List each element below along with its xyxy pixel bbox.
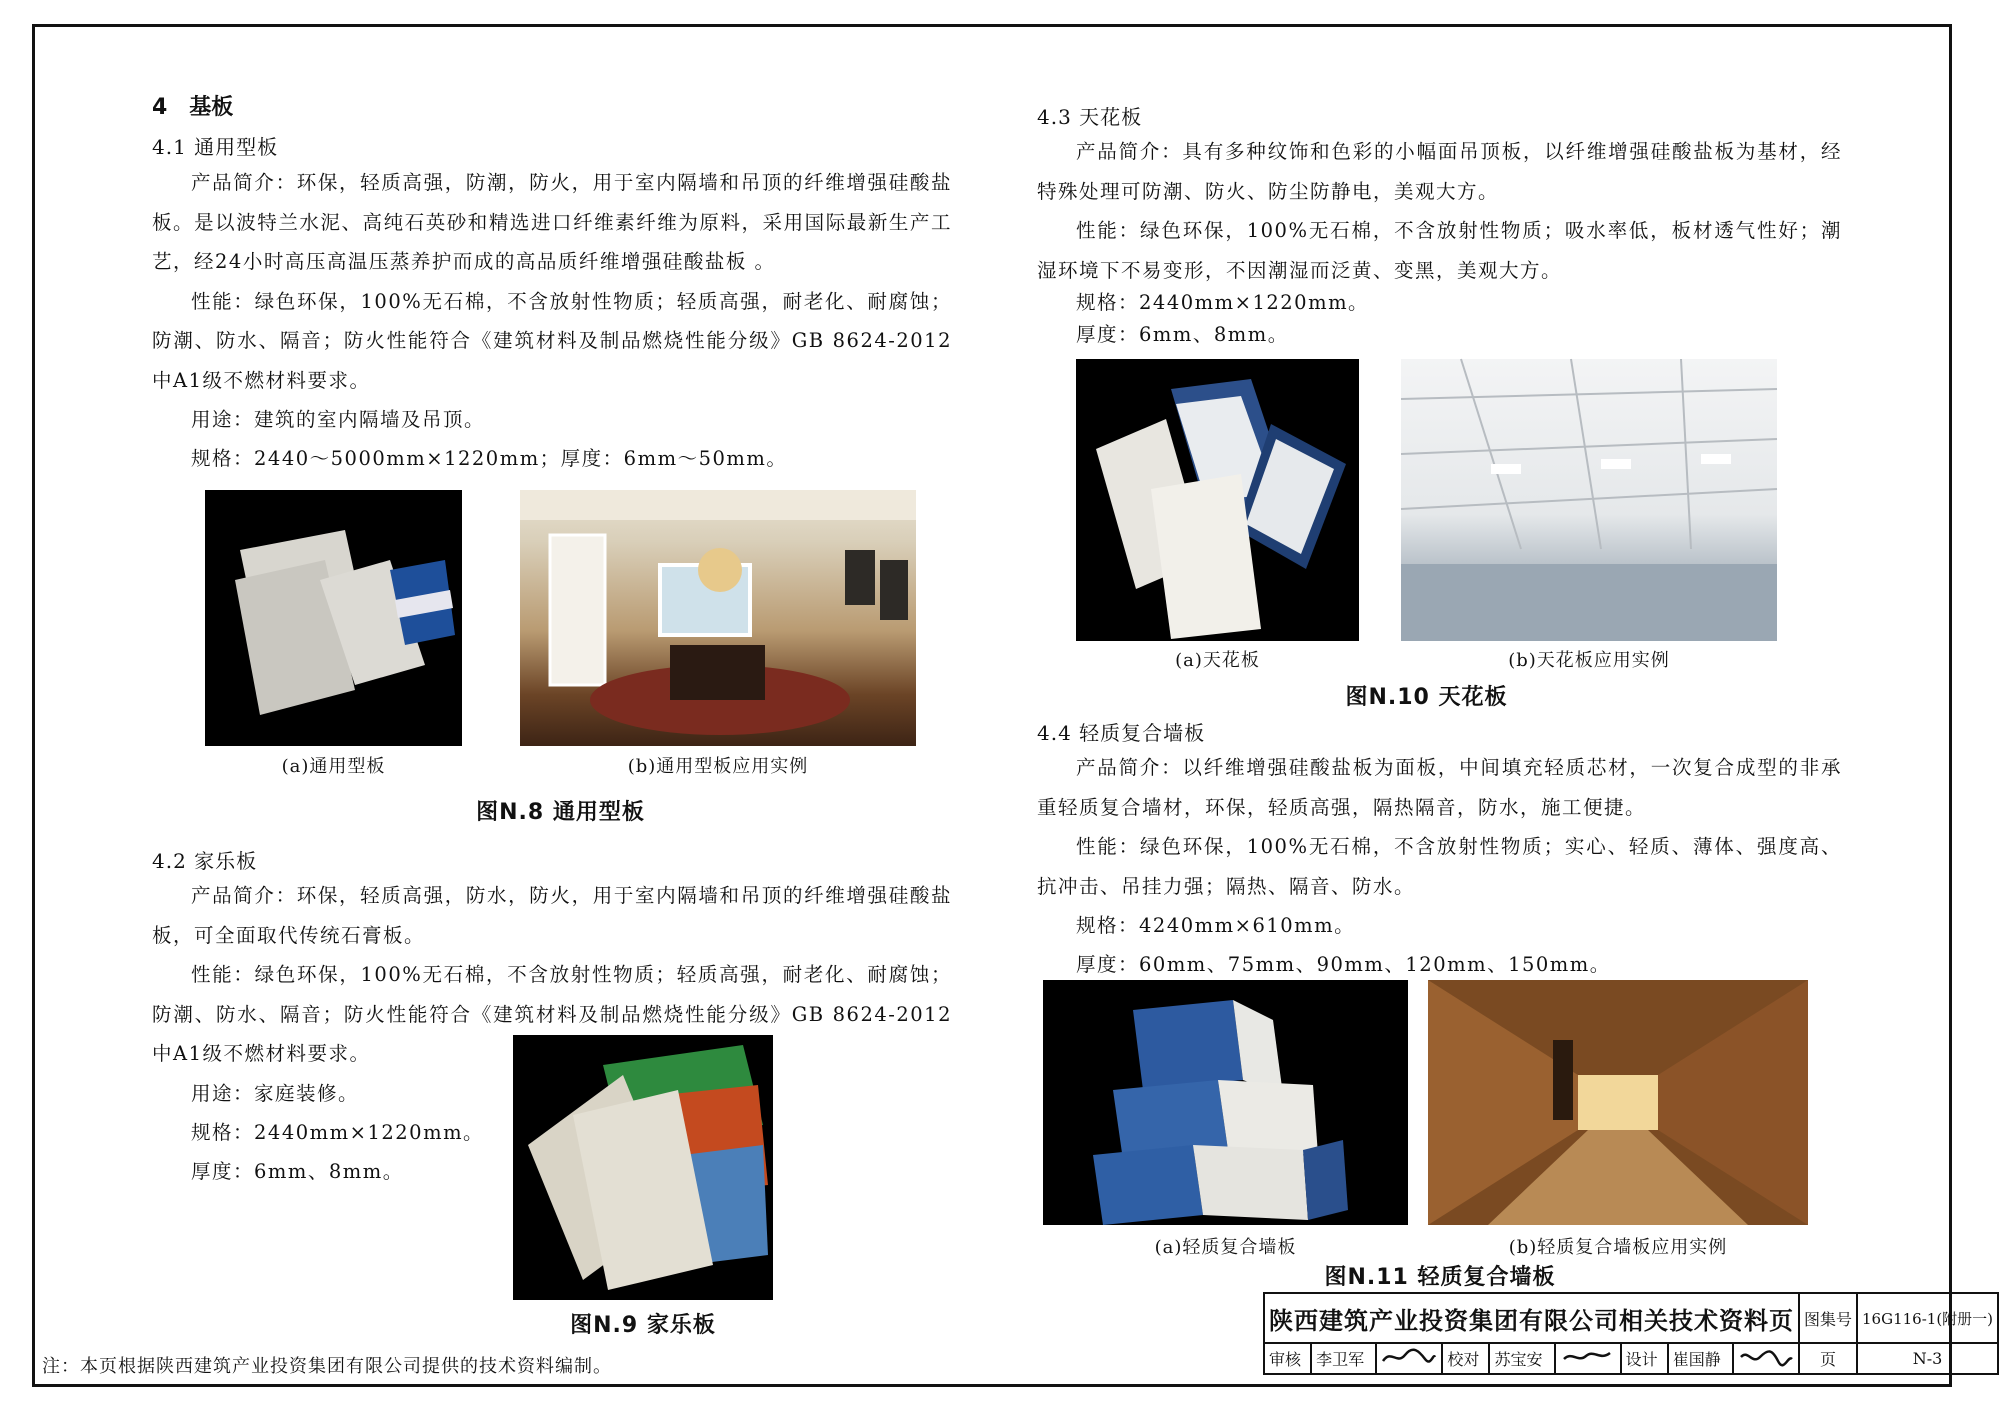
text-block-4-4 [1037, 748, 1842, 984]
photo-corridor-application [1428, 980, 1808, 1225]
photo-dining-room [520, 490, 916, 746]
perf-4-1: 性能：绿色环保，100%无石棉，不含放射性物质；轻质高强，耐老化、耐腐蚀；防潮、防水、隔音；防火性能符合《建筑材料及制品燃烧性能分级》GB 8624-2012中A1级不燃材料要求。 [152, 289, 952, 392]
spec-4-1: 规格：2440～5000mm×1220mm；厚度：6mm～50mm。 [191, 447, 788, 470]
review-label: 审核 [1264, 1343, 1311, 1374]
text-block-4-1 [152, 163, 952, 478]
photo-ceiling-board [1076, 359, 1359, 641]
caption-4-4-a: (a)轻质复合墙板 [1154, 1237, 1297, 1258]
reviewer-name: 李卫军 [1311, 1343, 1376, 1374]
footnote: 注：本页根据陕西建筑产业投资集团有限公司提供的技术资料编制。 [42, 1356, 612, 1377]
intro-4-4: 产品简介：以纤维增强硅酸盐板为面板，中间填充轻质芯材，一次复合成型的非承重轻质复合墙材，环保，轻质高强，隔热隔音，防水，施工便捷。 [1037, 756, 1842, 819]
caption-4-3-b: (b)天花板应用实例 [1508, 650, 1670, 671]
thick-4-3: 厚度：6mm、8mm。 [1076, 323, 1289, 346]
atlas-label: 图集号 [1799, 1293, 1857, 1343]
checker-name: 苏宝安 [1489, 1343, 1554, 1374]
title-block [1263, 1292, 1999, 1375]
section-title: 4 基板 [152, 95, 234, 120]
atlas-number: 16G116-1(附册一) [1857, 1293, 1998, 1343]
photo-composite-wall-board [1043, 980, 1408, 1225]
thick-4-2: 厚度：6mm、8mm。 [191, 1159, 404, 1183]
caption-4-3-a: (a)天花板 [1175, 650, 1260, 671]
designer-name: 崔国静 [1668, 1343, 1733, 1374]
text-block-4-3 [1037, 132, 1842, 290]
design-label: 设计 [1621, 1343, 1668, 1374]
perf-4-3: 性能：绿色环保，100%无石棉，不含放射性物质；吸水率低，板材透气性好；潮湿环境下不易变形，不因潮湿而泛黄、变黑，美观大方。 [1037, 219, 1842, 282]
heading-4-2: 4.2 家乐板 [152, 849, 258, 873]
page-number: N-3 [1857, 1343, 1998, 1374]
spec-4-2: 规格：2440mm×1220mm。 [191, 1120, 485, 1144]
heading-4-1: 4.1 通用型板 [152, 135, 279, 159]
thick-4-4: 厚度：60mm、75mm、90mm、120mm、150mm。 [1076, 953, 1611, 976]
photo-jiale-board [513, 1035, 773, 1300]
caption-4-1-b: (b)通用型板应用实例 [627, 756, 809, 777]
perf-4-4: 性能：绿色环保，100%无石棉，不含放射性物质；实心、轻质、薄体、强度高、抗冲击、吊挂力强；隔热、隔音、防水。 [1037, 835, 1842, 898]
reviewer-signature [1376, 1343, 1442, 1374]
checker-signature [1555, 1343, 1621, 1374]
heading-4-3: 4.3 天花板 [1037, 105, 1143, 129]
spec-block-4-3 [1037, 287, 1369, 351]
figure-title-n9: 图N.9 家乐板 [570, 1313, 716, 1338]
intro-4-1: 产品简介：环保，轻质高强，防潮，防火，用于室内隔墙和吊顶的纤维增强硅酸盐板。是以波特兰水泥、高纯石英砂和精选进口纤维素纤维为原料，采用国际最新生产工艺，经24小时高压高温压蒸养护而成的高品质纤维增强硅酸盐板 。 [152, 171, 952, 273]
figure-title-n11: 图N.11 轻质复合墙板 [1324, 1265, 1556, 1290]
photo-general-board [205, 490, 462, 746]
intro-4-3: 产品简介：具有多种纹饰和色彩的小幅面吊顶板，以纤维增强硅酸盐板为基材，经特殊处理可防潮、防火、防尘防静电，美观大方。 [1037, 140, 1842, 203]
perf-4-2: 性能：绿色环保，100%无石棉，不含放射性物质；轻质高强，耐老化、耐腐蚀；防潮、防水、隔音；防火性能符合《建筑材料及制品燃烧性能分级》GB 8624-2012中A1级不燃材料要求。 [152, 963, 952, 1065]
caption-4-4-b: (b)轻质复合墙板应用实例 [1508, 1237, 1728, 1258]
title-block-main-title: 陕西建筑产业投资集团有限公司相关技术资料页 [1264, 1293, 1799, 1343]
figure-title-n10: 图N.10 天花板 [1345, 685, 1508, 710]
caption-4-1-a: (a)通用型板 [281, 756, 386, 777]
check-label: 校对 [1442, 1343, 1489, 1374]
spec-4-3: 规格：2440mm×1220mm。 [1076, 291, 1370, 314]
page-label: 页 [1799, 1343, 1857, 1374]
intro-4-2: 产品简介：环保，轻质高强，防水，防火，用于室内隔墙和吊顶的纤维增强硅酸盐板，可全面取代传统石膏板。 [152, 884, 952, 947]
use-4-1: 用途：建筑的室内隔墙及吊顶。 [191, 408, 486, 431]
use-4-2: 用途：家庭装修。 [191, 1081, 360, 1105]
spec-4-4: 规格：4240mm×610mm。 [1076, 914, 1356, 937]
figure-title-n8: 图N.8 通用型板 [476, 800, 645, 825]
heading-4-4: 4.4 轻质复合墙板 [1037, 721, 1206, 745]
photo-ceiling-application [1401, 359, 1777, 641]
designer-signature [1733, 1343, 1799, 1374]
